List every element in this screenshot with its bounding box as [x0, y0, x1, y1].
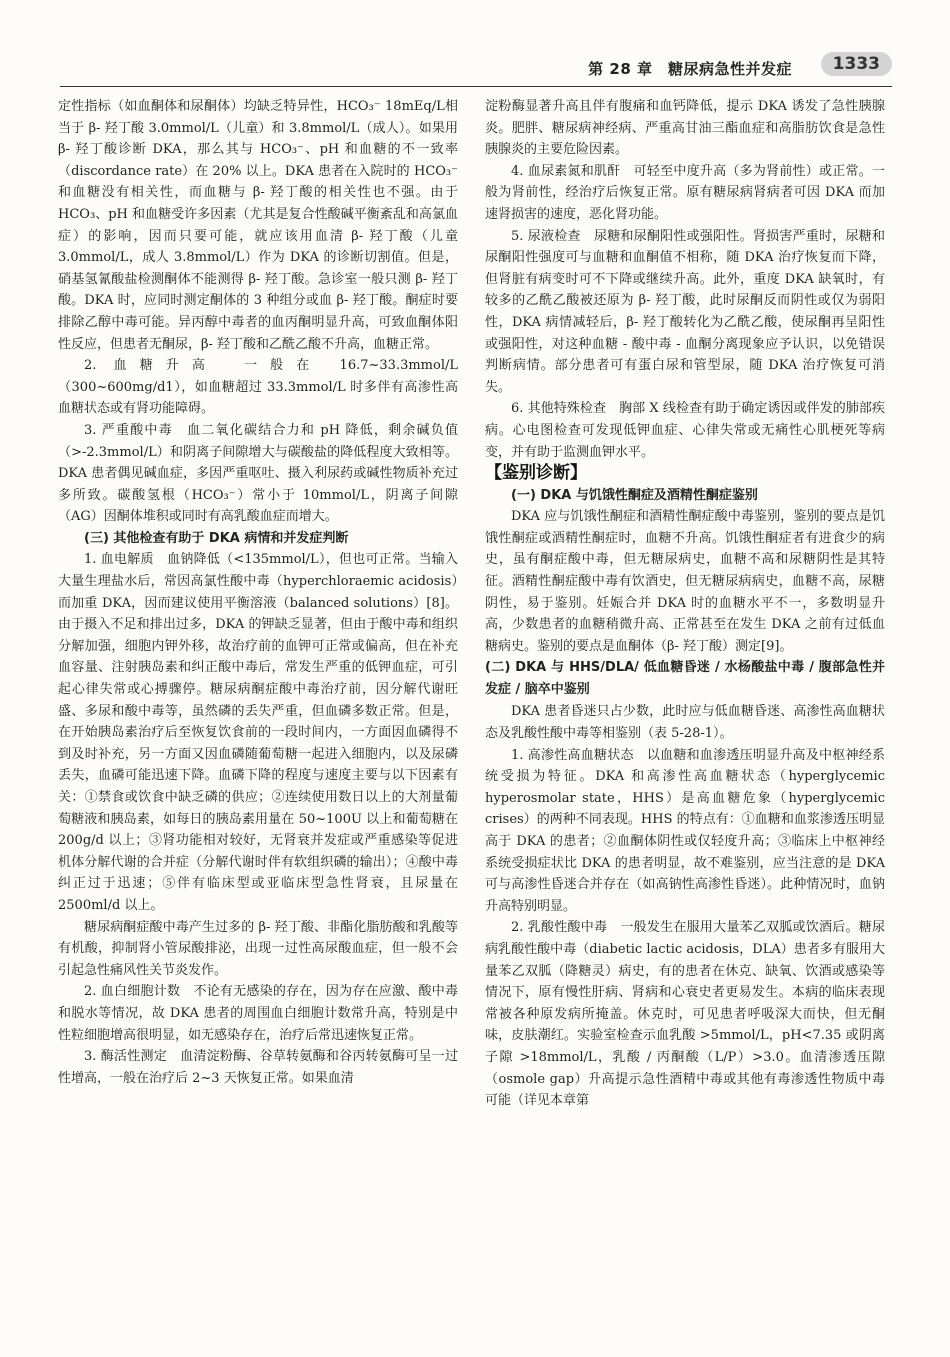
- running-header: [60, 52, 892, 87]
- right-column: [485, 96, 885, 1112]
- paragraph: 1. 血电解质 血钠降低（<135mmol/L），但也可正常。当输入大量生理盐水后，常因高氯性酸中毒（hyperchloraemic acidosis）而加重 DKA，因而建议使用平衡溶液（balanced solutions）[8]。由于摄入不足和排出过多，DKA 的钾缺乏显著，但由于酸中毒和组织分解加强，细胞内钾外移，故治疗前的血钾可正常或偏高，但在补充血容量、注射胰岛素和纠正酸中毒后，常发生严重的低钾血症，可引起心律失常或心搏骤停。糖尿病酮症酸中毒治疗前，因分解代谢旺盛、多尿和酸中毒等，虽然磷的丢失严重，但血磷多数正常。但是，在开始胰岛素治疗后至恢复饮食前的一段时间内，一方面因血磷得不到及时补充，另一方面又因血磷随葡萄糖一起进入细胞内，以及尿磷丢失，血磷可能迅速下降。血磷下降的程度与速度主要与以下因素有关：①禁食或饮食中缺乏磷的供应；②连续使用数日以上的大剂量葡萄糖液和胰岛素，如每日的胰岛素用量在 50~100U 以上和葡萄糖在 200g/d 以上；③肾功能相对较好，无肾衰并发症或严重感染等促进机体分解代谢的合并症（分解代谢时伴有软组织磷的输出）；④酸中毒纠正过于迅速；⑤伴有临床型或亚临床型急性肾衰，且尿量在 2500ml/d 以上。: [58, 552, 458, 913]
- paragraph: 2. 血糖升高 一般在 16.7~33.3mmol/L（300~600mg/d1），如血糖超过 33.3mmol/L 时多伴有高渗性高血糖状态或有肾功能障碍。: [58, 358, 458, 417]
- paragraph: DKA 应与饥饿性酮症和酒精性酮症酸中毒鉴别，鉴别的要点是饥饿性酮症或酒精性酮症时，血糖不升高。饥饿性酮症者有进食少的病史，虽有酮症酸中毒，但无糖尿病史，血糖不高和尿糖阴性是其特征。酒精性酮症酸中毒有饮酒史，但无糖尿病病史，血糖不高，尿糖阴性，易于鉴别。妊娠合并 DKA 时的血糖水平不一，多数明显升高，少数患者的血糖稍微升高、正常甚至在发生 DKA 之前有过低血糖病史。鉴别的要点是血酮体（β- 羟丁酸）测定[9]。: [485, 509, 885, 654]
- paragraph: 2. 血白细胞计数 不论有无感染的存在，因为存在应激、酸中毒和脱水等情况，故 DKA 患者的周围血白细胞计数常升高，特别是中性粒细胞增高很明显，如无感染存在，治疗后常迅速恢复正常。: [58, 984, 458, 1043]
- paragraph: 3. 酶活性测定 血清淀粉酶、谷草转氨酶和谷丙转氨酶可呈一过性增高，一般在治疗后 2~3 天恢复正常。如果血清: [58, 1049, 458, 1086]
- paragraph: 定性指标（如血酮体和尿酮体）均缺乏特异性，HCO₃⁻ 18mEq/L相当于 β- 羟丁酸 3.0mmol/L（儿童）和 3.8mmol/L（成人）。如果用 β- 羟丁酸诊断 DKA，那么其与 HCO₃⁻、pH 和血糖的不一致率（discordance rate）在 20% 以上。DKA 患者在入院时的 HCO₃⁻ 和血糖没有相关性，而血糖与 β- 羟丁酸的相关性也不强。由于 HCO₃、pH 和血糖受许多因素（尤其是复合性酸碱平衡紊乱和高氯血症）的影响，因而只要可能，就应该用血清 β- 羟丁酸（儿童 3.0mmol/L，成人 3.8mmol/L）作为 DKA 的诊断切割值。但是，硝基氢氰酸盐检测酮体不能测得 β- 羟丁酸。急诊室一般只测 β- 羟丁酸。DKA 时，应同时测定酮体的 3 种组分或血 β- 羟丁酸。酮症时要排除乙醇中毒可能。异丙醇中毒者的血丙酮明显升高，可致血酮体阳性反应，但患者无酮尿，β- 羟丁酸和乙酰乙酸不升高，血糖正常。: [58, 99, 458, 352]
- section-subheading: (二) DKA 与 HHS/DLA/ 低血糖昏迷 / 水杨酸盐中毒 / 腹部急性并发症 / 脑卒中鉴别: [485, 660, 885, 698]
- paragraph: 5. 尿液检查 尿糖和尿酮阳性或强阳性。肾损害严重时，尿糖和尿酮阳性强度可与血糖和血酮值不相称，随 DKA 治疗恢复而下降，但肾脏有病变时可不下降或继续升高。此外，重度 DKA 缺氧时，有较多的乙酰乙酸被还原为 β- 羟丁酸，此时尿酮反而阴性或仅为弱阳性，DKA 病情减轻后，β- 羟丁酸转化为乙酰乙酸，使尿酮再呈阳性或强阳性，对这种血糖 - 酸中毒 - 血酮分离现象应予认识，以免错误判断病情。部分患者可有蛋白尿和管型尿，随 DKA 治疗恢复可消失。: [485, 228, 885, 395]
- section-subheading: (三) 其他检查有助于 DKA 病情和并发症判断: [84, 530, 349, 546]
- paragraph: 4. 血尿素氮和肌酐 可轻至中度升高（多为肾前性）或正常。一般为肾前性，经治疗后恢复正常。原有糖尿病肾病者可因 DKA 而加速肾损害的速度，恶化肾功能。: [485, 163, 885, 222]
- paragraph: DKA 患者昏迷只占少数，此时应与低血糖昏迷、高渗性高血糖状态及乳酸性酸中毒等相鉴别（表 5-28-1）。: [485, 704, 885, 742]
- left-column: [58, 96, 458, 1089]
- paragraph: 2. 乳酸性酸中毒 一般发生在服用大量苯乙双胍或饮酒后。糖尿病乳酸性酸中毒（diabetic lactic acidosis，DLA）患者多有服用大量苯乙双胍（降糖灵）病史，有的患者在休克、缺氧、饮酒或感染等情况下，原有慢性肝病、肾病和心衰史者更易发生。本病的临床表现常被各种原发病所掩盖。休克时，可见患者呼吸深大而快，但无酮味，皮肤潮红。实验室检查示血乳酸 >5mmol/L，pH<7.35 或阴离子隙 >18mmol/L，乳酸 / 丙酮酸（L/P）>3.0。血清渗透压隙（osmole gap）升高提示急性酒精中毒或其他有毒渗透性物质中毒可能（详见本章第: [485, 920, 885, 1109]
- section-subheading: (一) DKA 与饥饿性酮症及酒精性酮症鉴别: [511, 487, 758, 503]
- paragraph: 1. 高渗性高血糖状态 以血糖和血渗透压明显升高及中枢神经系统受损为特征。DKA 和高渗性高血糖状态（hyperglycemic hyperosmolar state，HHS）是高血糖危象（hyperglycemic crises）的两种不同表现。HHS 的特点有：①血糖和血浆渗透压明显高于 DKA 的患者；②血酮体阴性或仅轻度升高；③临床上中枢神经系统受损症状比 DKA 的患者明显，故不难鉴别，应当注意的是 DKA 可与高渗性昏迷合并存在（如高钠性高渗性昏迷）。此种情况时，血钠升高特别明显。: [485, 747, 885, 914]
- section-heading: 【鉴别诊断】: [485, 463, 587, 484]
- paragraph: 糖尿病酮症酸中毒产生过多的 β- 羟丁酸、非酯化脂肪酸和乳酸等有机酸，抑制肾小管尿酸排泌，出现一过性高尿酸血症，但一般不会引起急性痛风性关节炎发作。: [58, 919, 458, 978]
- paragraph: 6. 其他特殊检查 胸部 X 线检查有助于确定诱因或伴发的肺部疾病。心电图检查可发现低钾血症、心律失常或无痛性心肌梗死等病变，并有助于监测血钾水平。: [485, 401, 885, 460]
- chapter-title: 第 28 章 糖尿病急性并发症: [588, 60, 792, 78]
- paragraph: 3. 严重酸中毒 血二氧化碳结合力和 pH 降低，剩余碱负值（>-2.3mmol/L）和阴离子间隙增大与碳酸盐的降低程度大致相等。DKA 患者偶见碱血症，多因严重呕吐、摄入利尿药或碱性物质补充过多所致。碳酸氢根（HCO₃⁻）常小于 10mmol/L，阴离子间隙（AG）因酮体堆积或同时有高乳酸血症而增大。: [58, 422, 458, 525]
- page-number: 1333: [821, 52, 892, 76]
- paragraph: 淀粉酶显著升高且伴有腹痛和血钙降低，提示 DKA 诱发了急性胰腺炎。肥胖、糖尿病神经病、严重高甘油三酯血症和高脂肪饮食是急性胰腺炎的主要危险因素。: [485, 99, 885, 158]
